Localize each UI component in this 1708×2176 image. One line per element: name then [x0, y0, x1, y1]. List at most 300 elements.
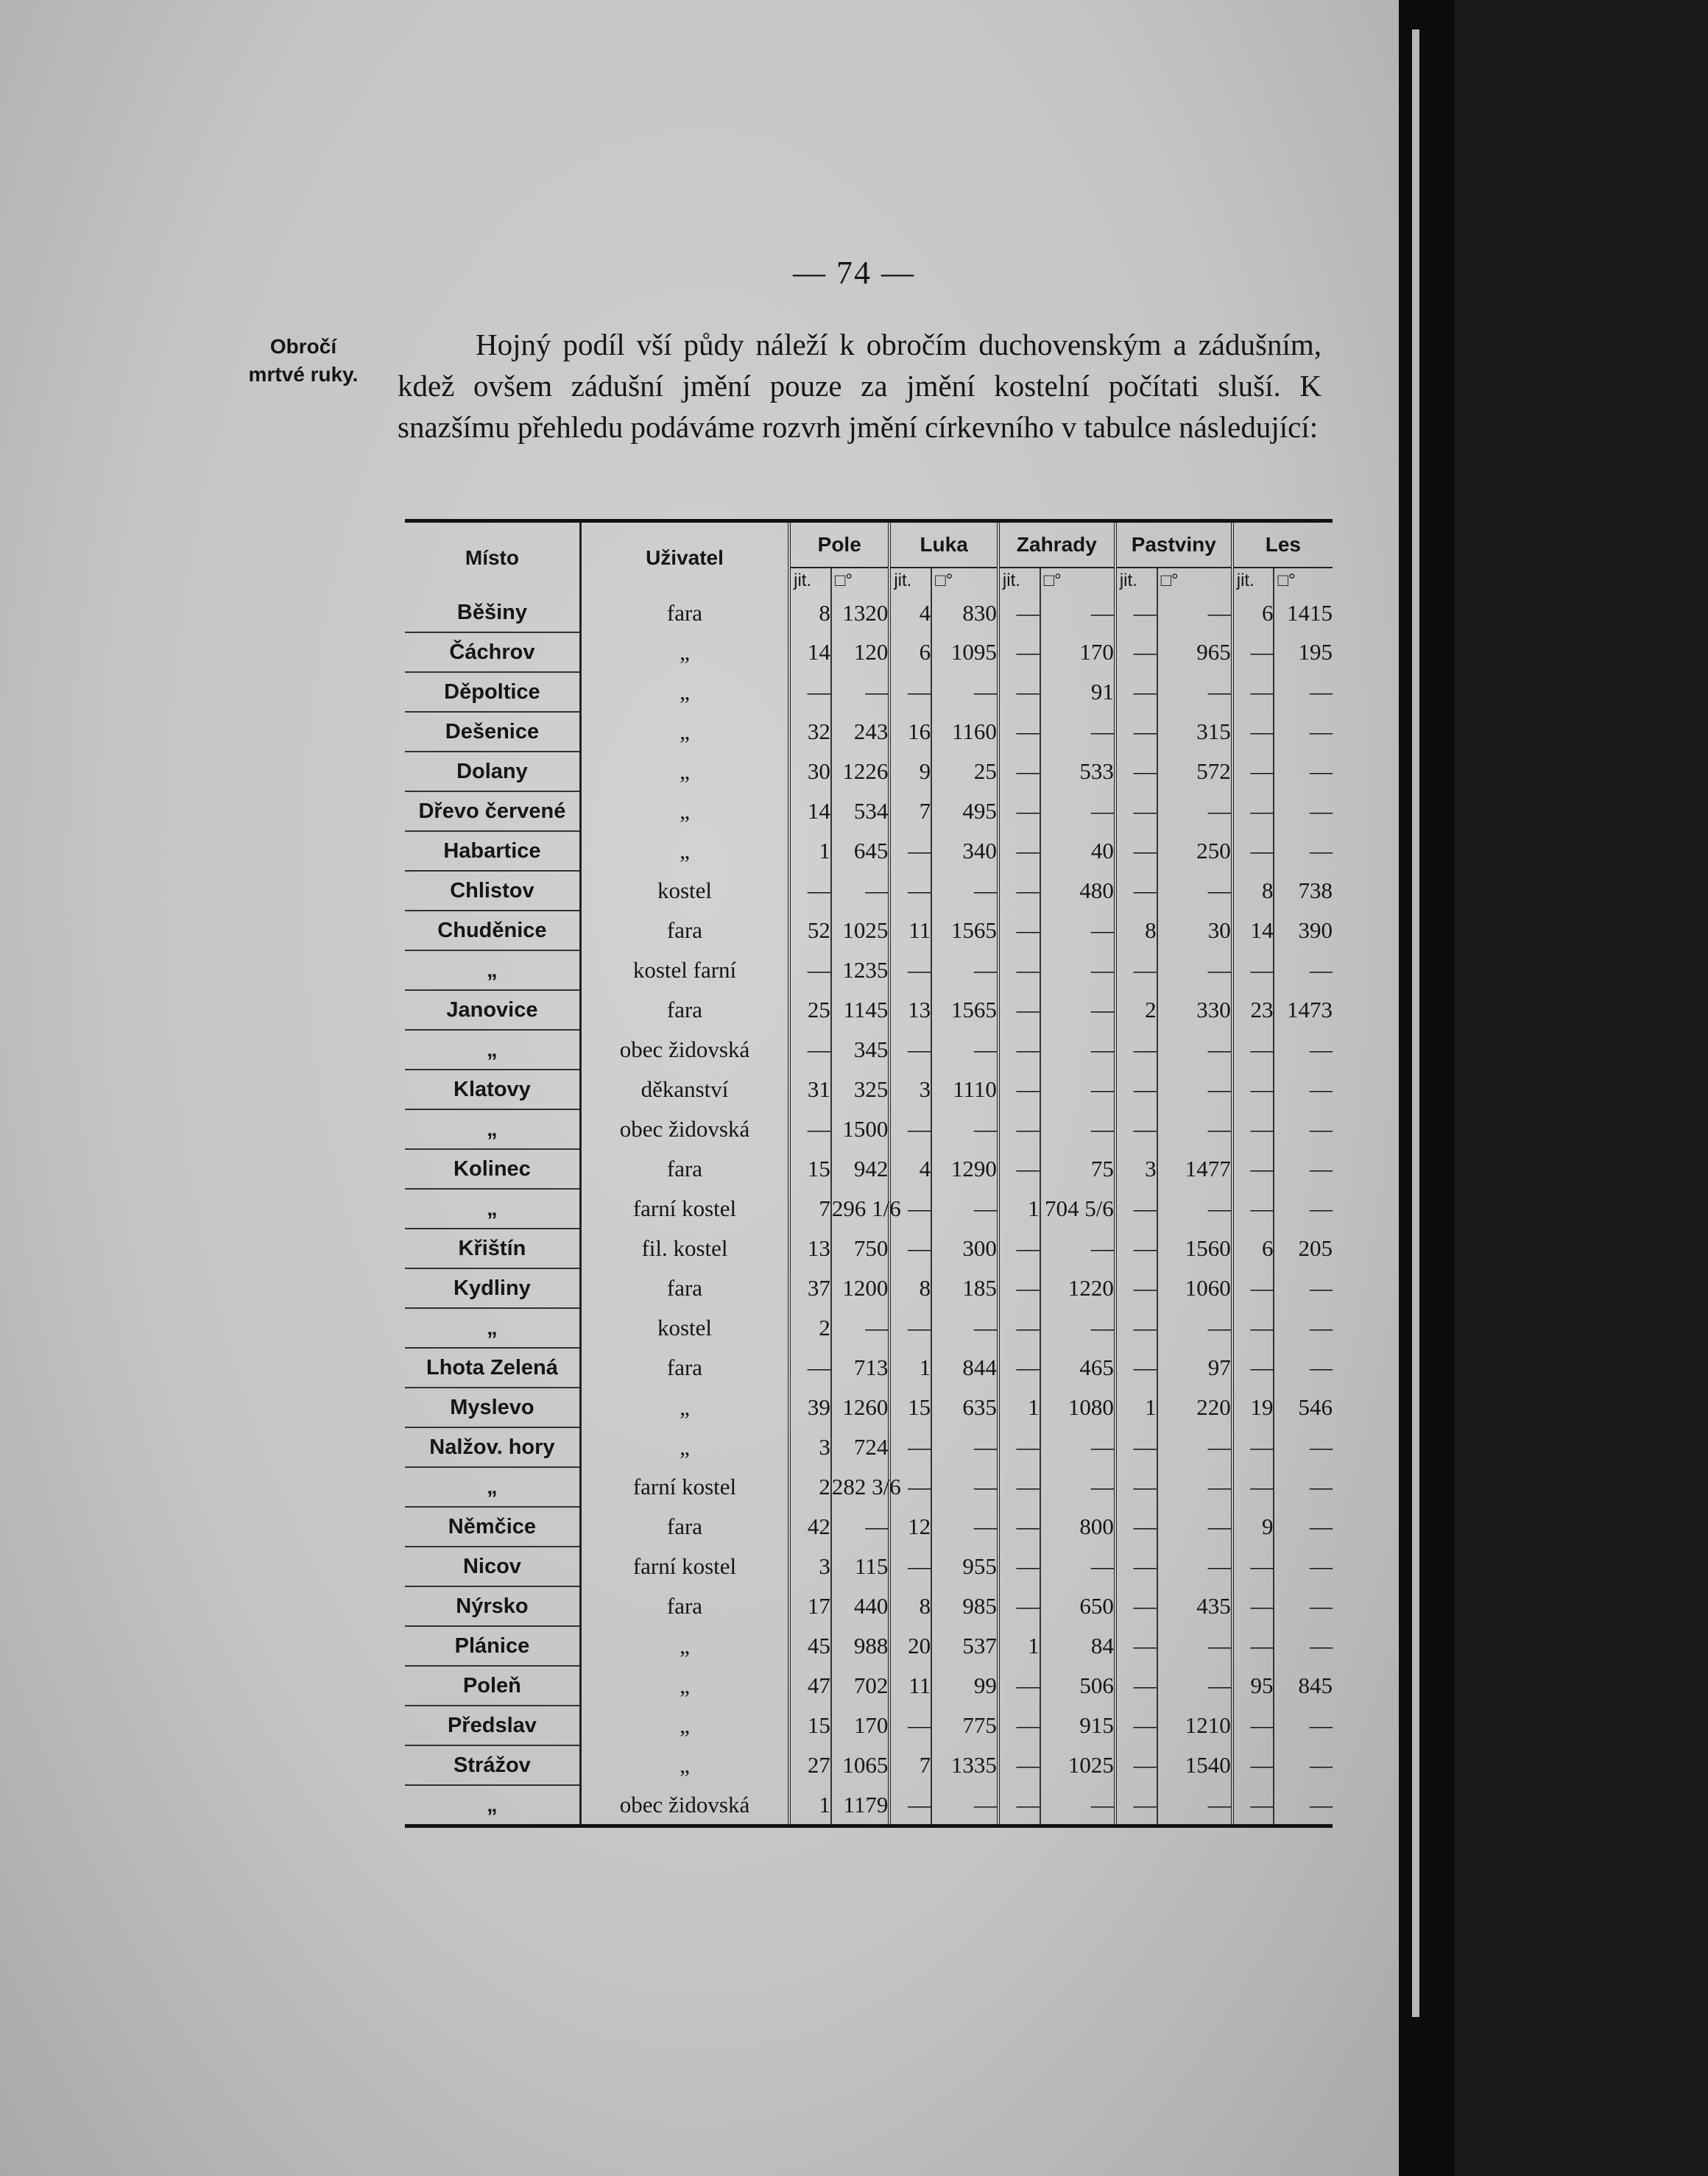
cell-place: Křištín: [405, 1229, 580, 1268]
cell-value: —: [1157, 1467, 1232, 1507]
cell-value: —: [998, 911, 1040, 950]
cell-value: —: [1040, 593, 1115, 632]
cell-value: 1320: [831, 593, 889, 632]
cell-value: —: [1115, 871, 1157, 911]
cell-place: Chuděnice: [405, 911, 580, 950]
cell-value: —: [1274, 950, 1333, 990]
cell-value: 2: [789, 1308, 831, 1348]
cell-value: —: [789, 1109, 831, 1149]
cell-value: —: [1040, 911, 1115, 950]
cell-place: Myslevo: [405, 1388, 580, 1427]
table-row: [405, 1070, 1333, 1109]
cell-place: Habartice: [405, 831, 580, 871]
cell-value: —: [1115, 1427, 1157, 1467]
cell-value: 1540: [1157, 1745, 1232, 1785]
cell-value: 32: [789, 712, 831, 752]
cell-value: —: [789, 1030, 831, 1070]
cell-value: —: [889, 1229, 931, 1268]
cell-value: 7: [789, 1189, 831, 1229]
cell-value: 1260: [831, 1388, 889, 1427]
table-row: [405, 1229, 1333, 1268]
cell-value: —: [1040, 1030, 1115, 1070]
cell-value: —: [1157, 1626, 1232, 1666]
margin-note-line-1: Obročí: [269, 335, 337, 358]
cell-value: 345: [831, 1030, 889, 1070]
cell-value: 572: [1157, 752, 1232, 791]
cell-user: obec židovská: [580, 1109, 789, 1149]
cell-value: —: [1157, 672, 1232, 712]
cell-value: 8: [1232, 871, 1274, 911]
body-paragraph: [398, 324, 1321, 448]
cell-value: —: [1232, 672, 1274, 712]
cell-value: 1210: [1157, 1706, 1232, 1745]
cell-value: —: [1157, 1109, 1232, 1149]
cell-value: —: [1115, 831, 1157, 871]
cell-value: —: [1157, 950, 1232, 990]
cell-value: —: [1115, 1229, 1157, 1268]
cell-value: 8: [889, 1268, 931, 1308]
cell-value: 6: [1232, 593, 1274, 632]
cell-value: —: [1115, 712, 1157, 752]
unit-jit: jit.: [789, 568, 831, 593]
table-row: [405, 712, 1333, 752]
cell-value: 27: [789, 1745, 831, 1785]
cell-value: 1: [789, 1785, 831, 1826]
cell-value: 282 3/6: [831, 1467, 889, 1507]
cell-value: 15: [789, 1149, 831, 1189]
scan-edge: [1399, 0, 1455, 2176]
cell-value: —: [1274, 1586, 1333, 1626]
cell-value: —: [1274, 672, 1333, 712]
cell-value: —: [1232, 752, 1274, 791]
cell-value: —: [931, 950, 998, 990]
cell-user: kostel: [580, 871, 789, 911]
cell-value: 830: [931, 593, 998, 632]
table-row: [405, 871, 1333, 911]
cell-value: —: [1274, 1268, 1333, 1308]
cell-value: —: [1232, 1427, 1274, 1467]
cell-value: 1565: [931, 911, 998, 950]
cell-user: kostel farní: [580, 950, 789, 990]
cell-value: —: [1040, 1109, 1115, 1149]
cell-user: farní kostel: [580, 1467, 789, 1507]
table-row: [405, 593, 1333, 632]
cell-value: 13: [889, 990, 931, 1030]
cell-value: 95: [1232, 1666, 1274, 1706]
cell-user: fara: [580, 1149, 789, 1189]
unit-jit: jit.: [998, 568, 1040, 593]
cell-value: —: [1115, 1467, 1157, 1507]
cell-value: 40: [1040, 831, 1115, 871]
cell-value: —: [1115, 1070, 1157, 1109]
cell-value: —: [1274, 1030, 1333, 1070]
cell-value: —: [1115, 1109, 1157, 1149]
table-row: [405, 752, 1333, 791]
cell-value: 42: [789, 1507, 831, 1547]
cell-value: —: [889, 1427, 931, 1467]
table-row: [405, 1308, 1333, 1348]
cell-value: —: [1232, 831, 1274, 871]
cell-value: 99: [931, 1666, 998, 1706]
cell-value: —: [931, 1467, 998, 1507]
cell-user: fara: [580, 911, 789, 950]
unit-square-fathom: □°: [1157, 568, 1232, 593]
cell-value: 20: [889, 1626, 931, 1666]
cell-value: —: [998, 1030, 1040, 1070]
cell-value: —: [1274, 1626, 1333, 1666]
cell-value: 775: [931, 1706, 998, 1745]
cell-value: —: [789, 871, 831, 911]
table-row: [405, 791, 1333, 831]
cell-value: —: [1115, 950, 1157, 990]
cell-user: „: [580, 1666, 789, 1706]
cell-value: —: [889, 950, 931, 990]
cell-value: 800: [1040, 1507, 1115, 1547]
cell-user: fara: [580, 990, 789, 1030]
cell-user: farní kostel: [580, 1189, 789, 1229]
cell-place: „: [405, 1030, 580, 1070]
cell-value: —: [1115, 1189, 1157, 1229]
cell-value: 1095: [931, 632, 998, 672]
cell-value: —: [1115, 1030, 1157, 1070]
cell-value: 205: [1274, 1229, 1333, 1268]
cell-user: fil. kostel: [580, 1229, 789, 1268]
cell-place: Dolany: [405, 752, 580, 791]
cell-user: kostel: [580, 1308, 789, 1348]
table-row: [405, 990, 1333, 1030]
table-row: [405, 1785, 1333, 1826]
cell-user: farní kostel: [580, 1547, 789, 1586]
unit-square-fathom: □°: [1040, 568, 1115, 593]
cell-value: 1: [998, 1189, 1040, 1229]
cell-value: —: [1274, 1785, 1333, 1826]
cell-value: 2: [789, 1467, 831, 1507]
table-row: [405, 1706, 1333, 1745]
cell-value: —: [789, 950, 831, 990]
cell-value: —: [998, 871, 1040, 911]
cell-value: —: [831, 871, 889, 911]
table-row: [405, 1626, 1333, 1666]
cell-value: 7: [889, 1745, 931, 1785]
table-row: [405, 831, 1333, 871]
cell-value: 704 5/6: [1040, 1189, 1115, 1229]
cell-place: Kolinec: [405, 1149, 580, 1189]
unit-jit: jit.: [1115, 568, 1157, 593]
cell-value: 84: [1040, 1626, 1115, 1666]
cell-value: 1235: [831, 950, 889, 990]
cell-value: —: [998, 1666, 1040, 1706]
header-pole: Pole: [789, 521, 889, 568]
cell-value: 506: [1040, 1666, 1115, 1706]
cell-value: 170: [1040, 632, 1115, 672]
table-row: [405, 1268, 1333, 1308]
cell-value: —: [789, 672, 831, 712]
cell-value: —: [931, 1189, 998, 1229]
cell-value: 3: [889, 1070, 931, 1109]
cell-value: 915: [1040, 1706, 1115, 1745]
cell-value: —: [1274, 712, 1333, 752]
cell-value: 480: [1040, 871, 1115, 911]
cell-value: —: [1115, 1785, 1157, 1826]
cell-value: 724: [831, 1427, 889, 1467]
cell-value: —: [1274, 831, 1333, 871]
cell-user: „: [580, 672, 789, 712]
cell-value: 1335: [931, 1745, 998, 1785]
cell-value: 8: [889, 1586, 931, 1626]
cell-value: 300: [931, 1229, 998, 1268]
cell-value: 1110: [931, 1070, 998, 1109]
cell-value: —: [1232, 1467, 1274, 1507]
cell-value: 435: [1157, 1586, 1232, 1626]
table-row: [405, 1348, 1333, 1388]
unit-jit: jit.: [1232, 568, 1274, 593]
cell-place: Děpoltice: [405, 672, 580, 712]
cell-value: —: [889, 1547, 931, 1586]
cell-value: 1025: [831, 911, 889, 950]
cell-value: 534: [831, 791, 889, 831]
cell-value: 1160: [931, 712, 998, 752]
margin-note-line-2: mrtvé ruky.: [248, 363, 359, 386]
cell-value: —: [1232, 1030, 1274, 1070]
cell-value: —: [998, 1785, 1040, 1826]
cell-value: —: [889, 1785, 931, 1826]
cell-value: 11: [889, 911, 931, 950]
cell-value: —: [1232, 1547, 1274, 1586]
cell-value: —: [1157, 791, 1232, 831]
cell-place: „: [405, 950, 580, 990]
cell-user: obec židovská: [580, 1030, 789, 1070]
cell-value: 1500: [831, 1109, 889, 1149]
cell-value: 965: [1157, 632, 1232, 672]
cell-value: —: [1115, 1308, 1157, 1348]
cell-value: 25: [931, 752, 998, 791]
cell-value: 750: [831, 1229, 889, 1268]
table-row: [405, 1189, 1333, 1229]
cell-value: 8: [1115, 911, 1157, 950]
cell-value: 4: [889, 1149, 931, 1189]
cell-value: —: [1115, 672, 1157, 712]
cell-value: —: [1040, 1070, 1115, 1109]
cell-value: —: [1157, 1308, 1232, 1348]
cell-value: —: [998, 791, 1040, 831]
cell-value: 1025: [1040, 1745, 1115, 1785]
cell-value: 537: [931, 1626, 998, 1666]
cell-value: 1: [998, 1388, 1040, 1427]
cell-value: —: [998, 1070, 1040, 1109]
cell-value: —: [931, 672, 998, 712]
cell-value: 3: [789, 1427, 831, 1467]
cell-value: 1060: [1157, 1268, 1232, 1308]
cell-value: 988: [831, 1626, 889, 1666]
cell-user: fara: [580, 1586, 789, 1626]
cell-value: —: [998, 752, 1040, 791]
cell-value: 955: [931, 1547, 998, 1586]
unit-jit: jit.: [889, 568, 931, 593]
cell-value: —: [831, 1507, 889, 1547]
cell-value: —: [1232, 1626, 1274, 1666]
header-luka: Luka: [889, 521, 998, 568]
cell-value: 31: [789, 1070, 831, 1109]
cell-value: 635: [931, 1388, 998, 1427]
unit-square-fathom: □°: [931, 568, 998, 593]
cell-value: 1: [889, 1348, 931, 1388]
cell-place: Chlistov: [405, 871, 580, 911]
cell-value: —: [998, 1427, 1040, 1467]
cell-place: Dešenice: [405, 712, 580, 752]
cell-value: 243: [831, 712, 889, 752]
cell-value: 12: [889, 1507, 931, 1547]
cell-value: 45: [789, 1626, 831, 1666]
cell-place: Čáchrov: [405, 632, 580, 672]
cell-user: fara: [580, 1507, 789, 1547]
cell-user: „: [580, 1427, 789, 1467]
cell-place: Běšiny: [405, 593, 580, 632]
cell-value: —: [1115, 632, 1157, 672]
cell-value: —: [1115, 1586, 1157, 1626]
cell-place: Kydliny: [405, 1268, 580, 1308]
unit-square-fathom: □°: [1274, 568, 1333, 593]
cell-value: 23: [1232, 990, 1274, 1030]
cell-place: „: [405, 1785, 580, 1826]
church-property-table: [405, 519, 1333, 1828]
cell-value: 8: [789, 593, 831, 632]
table-row: [405, 1149, 1333, 1189]
paragraph-text: Hojný podíl vší půdy náleží k obročím duchovenským a zádušním, kdež ovšem zádušní jmění pouze za jmění kostelní počítati sluší. K snazšímu přehledu podáváme rozvrh jmění církevního v tabulce následující:: [398, 328, 1321, 444]
cell-value: —: [998, 672, 1040, 712]
cell-value: 30: [1157, 911, 1232, 950]
cell-place: Nalžov. hory: [405, 1427, 580, 1467]
cell-value: —: [1232, 950, 1274, 990]
cell-place: Nicov: [405, 1547, 580, 1586]
cell-value: —: [1232, 1268, 1274, 1308]
cell-value: —: [1157, 1785, 1232, 1826]
header-misto: Místo: [405, 521, 580, 594]
cell-value: —: [1040, 1427, 1115, 1467]
cell-value: 75: [1040, 1149, 1115, 1189]
cell-value: —: [1157, 593, 1232, 632]
cell-value: —: [1115, 1268, 1157, 1308]
cell-value: 1220: [1040, 1268, 1115, 1308]
cell-user: „: [580, 712, 789, 752]
header-zahrady: Zahrady: [998, 521, 1115, 568]
cell-value: 52: [789, 911, 831, 950]
cell-value: —: [1115, 1507, 1157, 1547]
cell-value: —: [998, 1507, 1040, 1547]
cell-value: —: [1232, 1706, 1274, 1745]
cell-value: —: [1157, 1666, 1232, 1706]
margin-note: [230, 333, 377, 389]
cell-value: —: [1274, 752, 1333, 791]
table-row: [405, 1507, 1333, 1547]
cell-value: 170: [831, 1706, 889, 1745]
cell-value: 185: [931, 1268, 998, 1308]
cell-value: 1290: [931, 1149, 998, 1189]
cell-value: 6: [889, 632, 931, 672]
cell-value: —: [998, 1268, 1040, 1308]
cell-value: —: [889, 1189, 931, 1229]
cell-value: 3: [1115, 1149, 1157, 1189]
cell-value: 702: [831, 1666, 889, 1706]
table-row: [405, 1388, 1333, 1427]
cell-value: 1: [789, 831, 831, 871]
cell-value: —: [1274, 1149, 1333, 1189]
table-row: [405, 672, 1333, 712]
cell-place: Janovice: [405, 990, 580, 1030]
header-les: Les: [1232, 521, 1333, 568]
cell-value: —: [998, 1745, 1040, 1785]
cell-user: „: [580, 632, 789, 672]
cell-value: 1226: [831, 752, 889, 791]
cell-value: —: [889, 831, 931, 871]
cell-value: 19: [1232, 1388, 1274, 1427]
cell-value: —: [1040, 990, 1115, 1030]
cell-value: —: [889, 1109, 931, 1149]
cell-value: 11: [889, 1666, 931, 1706]
page-number: — 74 —: [793, 255, 915, 291]
cell-value: —: [1115, 1666, 1157, 1706]
cell-value: 465: [1040, 1348, 1115, 1388]
cell-value: —: [998, 1149, 1040, 1189]
cell-value: 1: [998, 1626, 1040, 1666]
cell-place: Plánice: [405, 1626, 580, 1666]
cell-value: —: [1274, 1109, 1333, 1149]
cell-value: —: [889, 672, 931, 712]
cell-value: 97: [1157, 1348, 1232, 1388]
cell-value: 985: [931, 1586, 998, 1626]
cell-value: 738: [1274, 871, 1333, 911]
cell-value: 495: [931, 791, 998, 831]
cell-value: —: [889, 1030, 931, 1070]
cell-value: —: [1274, 1348, 1333, 1388]
cell-value: —: [1157, 1427, 1232, 1467]
cell-value: —: [1040, 1467, 1115, 1507]
cell-value: —: [889, 1467, 931, 1507]
cell-value: —: [889, 1706, 931, 1745]
cell-value: 16: [889, 712, 931, 752]
cell-value: —: [998, 950, 1040, 990]
cell-value: —: [931, 1308, 998, 1348]
cell-value: —: [1274, 1189, 1333, 1229]
cell-value: 1080: [1040, 1388, 1115, 1427]
cell-value: —: [931, 1507, 998, 1547]
cell-value: 3: [789, 1547, 831, 1586]
cell-place: Lhota Zelená: [405, 1348, 580, 1388]
cell-value: 47: [789, 1666, 831, 1706]
cell-user: fara: [580, 1268, 789, 1308]
unit-square-fathom: □°: [831, 568, 889, 593]
cell-user: fara: [580, 593, 789, 632]
cell-place: „: [405, 1308, 580, 1348]
cell-place: „: [405, 1467, 580, 1507]
cell-value: —: [1232, 1785, 1274, 1826]
cell-value: —: [1232, 791, 1274, 831]
cell-value: —: [1274, 1706, 1333, 1745]
cell-value: —: [1157, 1547, 1232, 1586]
cell-value: —: [1274, 791, 1333, 831]
cell-value: 1415: [1274, 593, 1333, 632]
table-body: [405, 593, 1333, 1826]
cell-place: Strážov: [405, 1745, 580, 1785]
cell-value: —: [998, 1109, 1040, 1149]
cell-value: —: [1157, 1070, 1232, 1109]
cell-value: —: [1115, 1745, 1157, 1785]
cell-value: —: [998, 1586, 1040, 1626]
cell-user: děkanství: [580, 1070, 789, 1109]
cell-value: —: [1274, 1745, 1333, 1785]
cell-value: —: [1115, 1348, 1157, 1388]
cell-value: 1: [1115, 1388, 1157, 1427]
cell-value: 14: [1232, 911, 1274, 950]
